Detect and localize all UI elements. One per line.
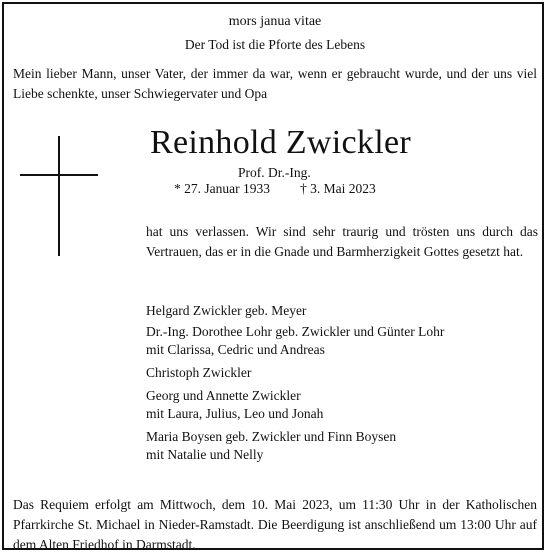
motto: mors janua vitae xyxy=(228,14,322,29)
family-entry-line: Maria Boysen geb. Zwickler und Finn Boysen xyxy=(146,429,397,444)
motto-translation: Der Tod ist die Pforte des Lebens xyxy=(184,37,366,52)
family-entry-line: Christoph Zwickler xyxy=(146,365,252,380)
deceased-name: Reinhold Zwickler xyxy=(150,124,411,161)
family-entry xyxy=(146,323,444,359)
cross-icon-vertical xyxy=(58,136,60,256)
intro-text: Mein lieber Mann, unser Vater, der immer da war, wenn er gebraucht wurde, und der uns viel Liebe schenkte, unser Schwiegervater und Opa xyxy=(13,66,537,101)
deceased-title: Prof. Dr.-Ing. xyxy=(238,165,311,180)
family-entry xyxy=(146,387,323,423)
family-entry xyxy=(146,428,396,464)
family-entry xyxy=(146,302,306,320)
family-entry-line: Georg und Annette Zwickler xyxy=(146,388,301,403)
family-entry xyxy=(146,364,251,382)
family-entry-line: Helgard Zwickler geb. Meyer xyxy=(146,303,307,318)
condolence-message: hat uns verlassen. Wir sind sehr traurig und trösten uns durch das Vertrauen, das er in die Gnade und Barmherzigkeit Gottes gesetzt hat. xyxy=(146,224,538,259)
family-entry-children: mit Clarissa, Cedric und Andreas xyxy=(146,342,325,357)
family-entry-children: mit Laura, Julius, Leo und Jonah xyxy=(146,406,324,421)
service-details: Das Requiem erfolgt am Mittwoch, dem 10. Mai 2023, um 11:30 Uhr in der Katholischen Pfarrkirche St. Michael in Nieder-Ramstadt. Die Beerdigung ist anschließend um 13:00 Uhr auf dem Alten Friedhof in Darmstadt. xyxy=(13,497,537,552)
birth-date: * 27. Januar 1933 xyxy=(174,181,270,196)
family-entry-children: mit Natalie und Nelly xyxy=(146,447,264,462)
cross-icon-horizontal xyxy=(20,174,98,176)
death-date: † 3. Mai 2023 xyxy=(300,181,376,196)
family-entry-line: Dr.-Ing. Dorothee Lohr geb. Zwickler und Günter Lohr xyxy=(146,324,445,339)
